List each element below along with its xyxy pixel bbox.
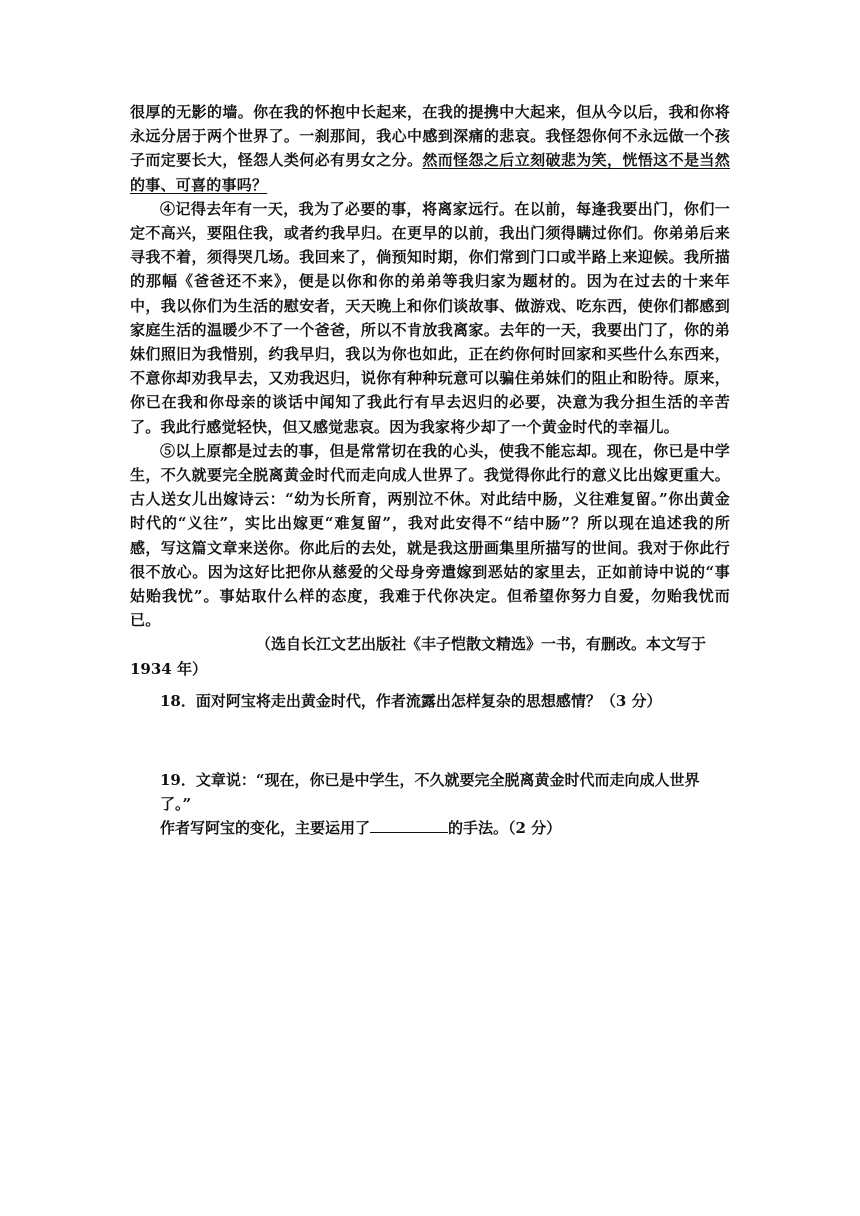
answer-blank[interactable] <box>370 818 448 833</box>
paragraph-4: ④记得去年有一天，我为了必要的事，将离家远行。在以前，每逢我要出门，你们一定不高兴，要阻住我，或者约我早归。在更早的以前，我出门须得瞒过你们。你弟弟后来寻我不着，须得哭几场。我回来了，倘预知时期，你们常到门口或半路上来迎候。我所描的那幅《爸爸还不来》，便是以你和你的弟弟等我归家为题材的。因为在过去的十来年中，我以你们为生活的慰安者，天天晚上和你们谈故事、做游戏、吃东西，使你们都感到家庭生活的温暖少不了一个爸爸，所以不肯放我离家。去年的一天，我要出门了，你的弟妹们照旧为我惜别，约我早归，我以为你也如此，正在约你何时回家和买些什么东西来，不意你却劝我早去，又劝我迟归，说你有种种玩意可以骗住弟妹们的阻止和盼待。原来，你已在我和你母亲的谈话中闻知了我此行有早去迟归的必要，决意为我分担生活的辛苦了。我此行感觉轻快，但又感觉悲哀。因为我家将少却了一个黄金时代的幸福儿。 <box>130 199 730 436</box>
paragraph-3-continued <box>130 100 730 197</box>
question-19 <box>130 768 730 841</box>
paragraph-3-text: 很厚的无影的墙。你在我的怀抱中长起来，在我的提携中大起来，但从今以后，我和你将永远分居于两个世界了。一刹那间，我心中感到深痛的悲哀。我怪怨你何不永远做一个孩子而定要长大，怪怨人类何必有男女之分。 <box>130 103 730 170</box>
question-19-line1: 19．文章说：“现在，你已是中学生，不久就要完全脱离黄金时代而走向成人世界了。” <box>160 771 700 814</box>
paragraph-5: ⑤以上原都是过去的事，但是常常切在我的心头，使我不能忘却。现在，你已是中学生，不久就要完全脱离黄金时代而走向成人世界了。我觉得你此行的意义比出嫁更重大。古人送女儿出嫁诗云：“幼为长所育，两别泣不休。对此结中肠，义往难复留。”你出黄金时代的“义往”，实比出嫁更“难复留”，我对此安得不“结中肠”？所以现在追述我的所感，写这篇文章来送你。你此后的去处，就是我这册画集里所描写的世间。我对于你此行很不放心。因为这好比把你从慈爱的父母身旁遣嫁到恶姑的家里去，正如前诗中说的“事姑贻我忧”。事姑取什么样的态度，我难于代你决定。但希望你努力自爱，勿贻我忧而已。 <box>130 441 730 630</box>
question-19-prompt: 作者写阿宝的变化，主要运用了 <box>160 819 371 838</box>
document-page <box>130 100 730 841</box>
question-19-line2 <box>130 816 730 840</box>
source-citation: （选自长江文艺出版社《丰子恺散文精选》一书，有删改。本文写于 1934 年） <box>130 635 707 678</box>
underlined-sentence: 然而怪怨之后立刻破悲为笑，恍悟这不是当然的事、可喜的事吗？ <box>130 151 730 194</box>
question-18: 18．面对阿宝将走出黄金时代，作者流露出怎样复杂的思想感情？（3 分） <box>160 691 662 710</box>
question-19-suffix: 的手法。（2 分） <box>448 819 562 838</box>
